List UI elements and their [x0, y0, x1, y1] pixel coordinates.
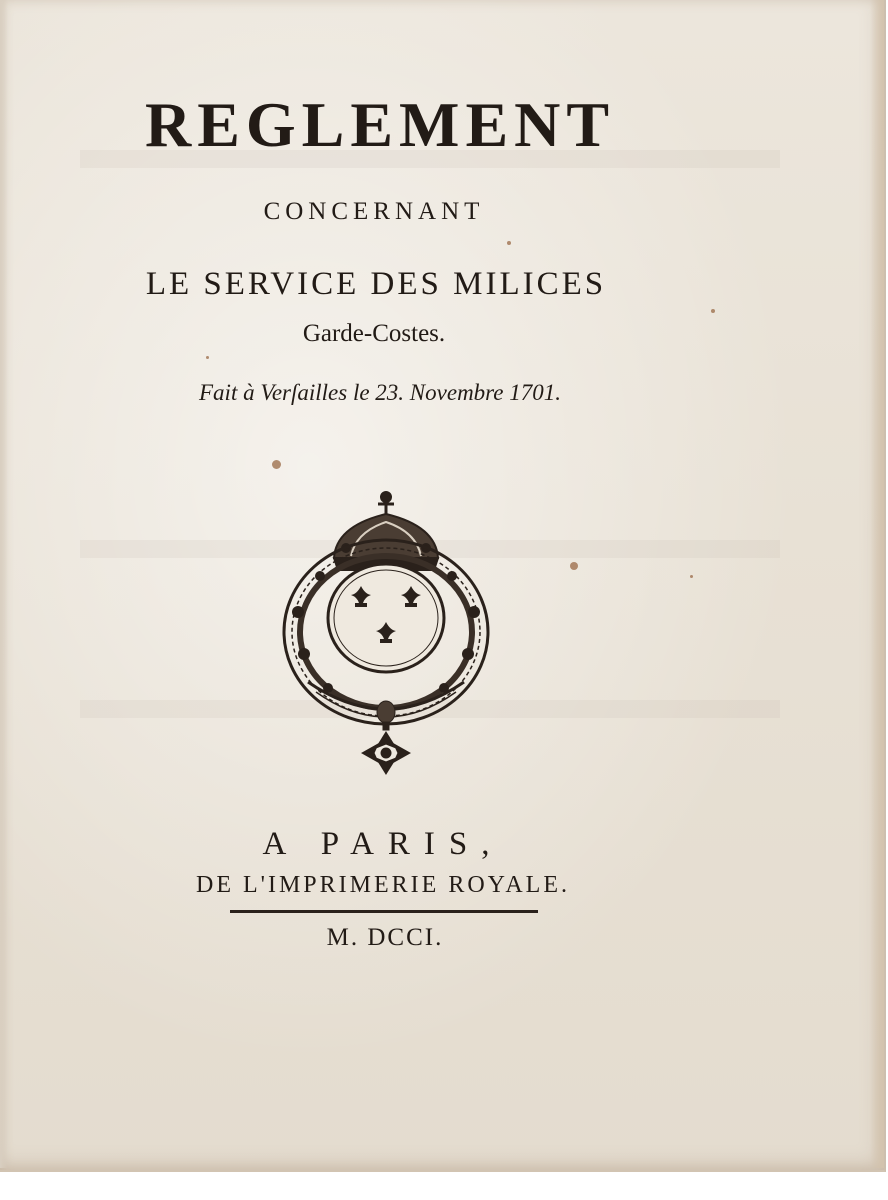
foxing-spot: [711, 309, 715, 313]
foxing-spot: [272, 460, 281, 469]
foxing-spot: [507, 241, 511, 245]
page-edge-right: [870, 0, 884, 1168]
imprint-city: A PARIS,: [262, 826, 504, 862]
document-heading: LE SERVICE DES MILICES: [145, 266, 607, 302]
document-subheading: Garde-Costes.: [302, 320, 446, 347]
foxing-spot: [690, 575, 693, 578]
divider-rule: [230, 910, 538, 913]
document-subtitle: CONCERNANT: [263, 198, 485, 225]
royal-coat-of-arms-icon: [276, 486, 494, 782]
dateline: Fait à Verſailles le 23. Novembre 1701.: [199, 380, 561, 405]
imprint-press: DE L'IMPRIMERIE ROYALE.: [196, 872, 570, 898]
imprint-year: M. DCCI.: [326, 924, 444, 951]
page-edge-left: [0, 0, 8, 1168]
document-title: REGLEMENT: [144, 89, 616, 160]
foxing-spot: [570, 562, 578, 570]
foxing-spot: [206, 356, 209, 359]
